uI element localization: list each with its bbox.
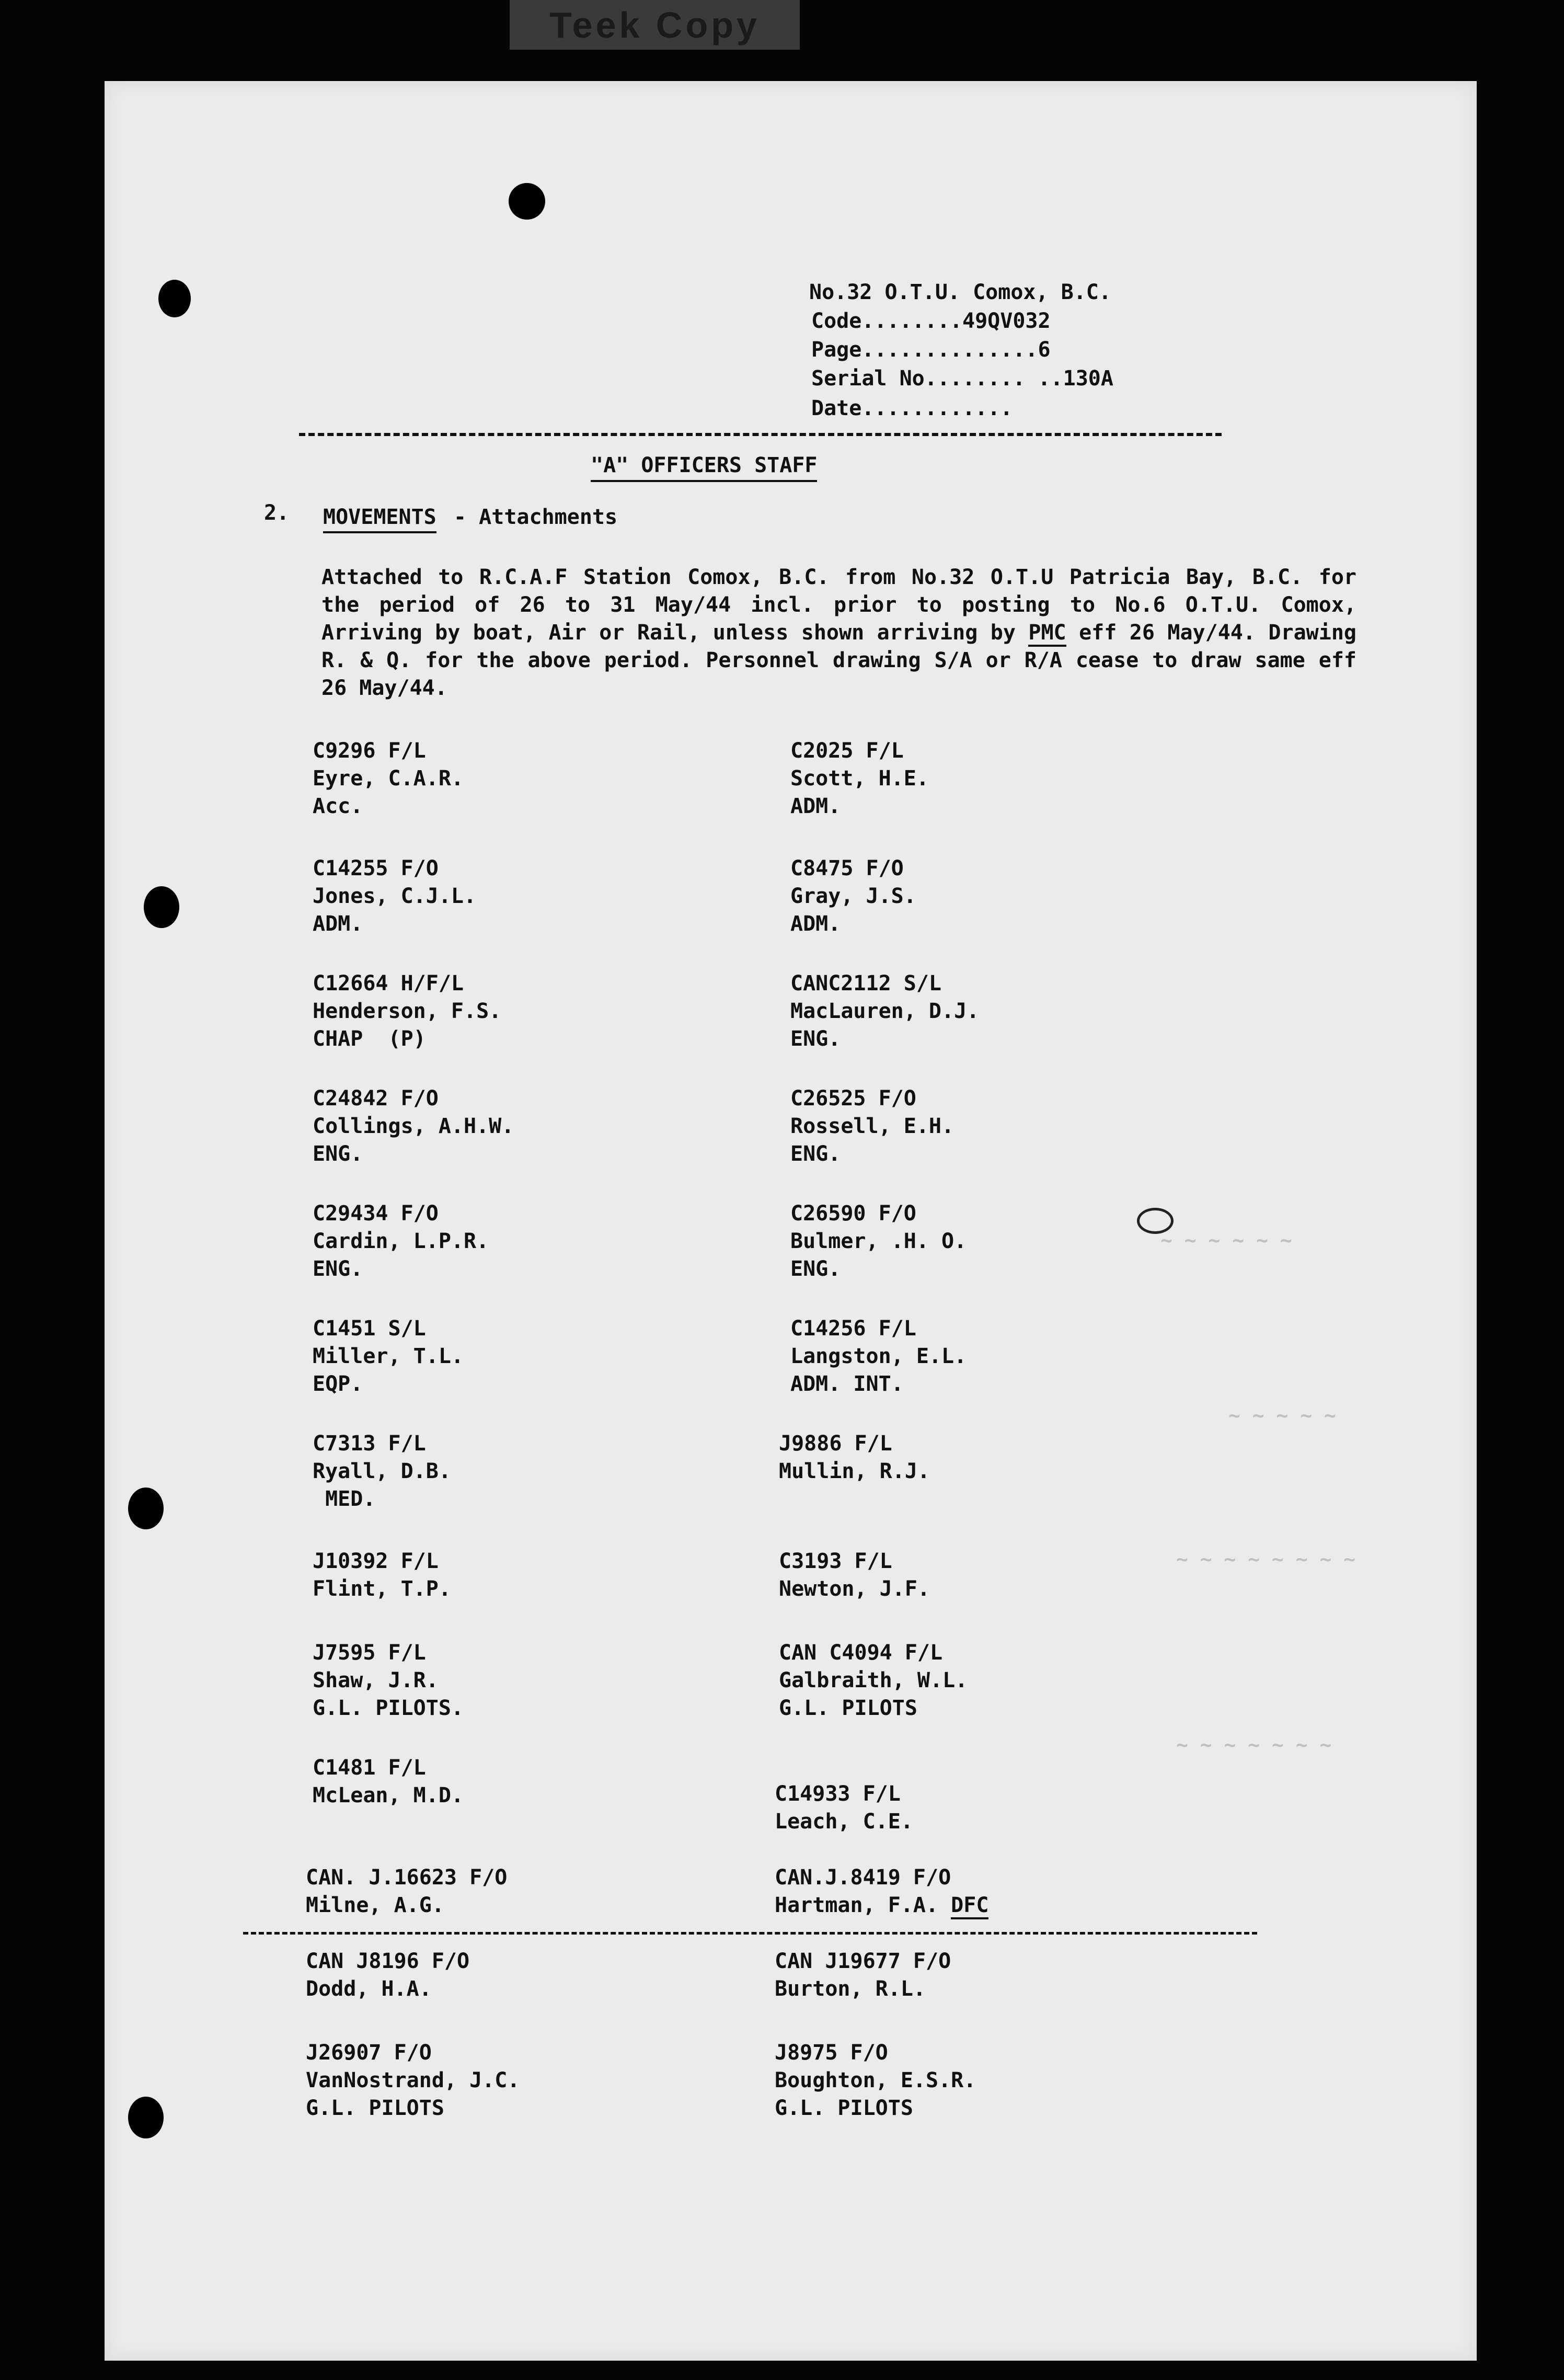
entry-id: J9886 F/L — [779, 1432, 892, 1456]
entry-id: CAN J19677 F/O — [775, 1949, 951, 1973]
entry-id: C8475 F/O — [790, 856, 904, 880]
unit-name: No.32 O.T.U. Comox, B.C. — [809, 280, 1111, 304]
entry-name-line — [775, 1892, 988, 1919]
entry-branch: ENG. — [790, 1142, 841, 1166]
personnel-entry — [313, 737, 464, 820]
list-divider — [243, 1932, 1257, 1935]
entry-branch: MED. — [313, 1487, 376, 1511]
serial-line — [811, 363, 1113, 394]
entry-branch: ENG. — [790, 1257, 841, 1281]
intro-pmc: PMC — [1028, 621, 1066, 647]
entry-branch: ENG. — [313, 1142, 363, 1166]
entry-name: Burton, R.L. — [775, 1977, 926, 2001]
entry-id: C14933 F/L — [775, 1782, 901, 1806]
bleed-through-mark: ~ ~ ~ ~ ~ ~ ~ — [1176, 1733, 1332, 1756]
movements-subheading: - Attachments — [454, 505, 618, 529]
entry-name: Bulmer, .H. O. — [790, 1229, 967, 1253]
entry-id: J10392 F/L — [313, 1549, 439, 1573]
personnel-entry — [313, 1639, 464, 1722]
entry-name: Flint, T.P. — [313, 1577, 451, 1601]
bleed-through-mark: ~ ~ ~ ~ ~ ~ — [1160, 1229, 1292, 1252]
personnel-entry — [790, 1200, 967, 1283]
entry-id: C26590 F/O — [790, 1202, 916, 1226]
serial-label: Serial No........ .. — [811, 367, 1063, 391]
entry-name: Langston, E.L. — [790, 1344, 967, 1368]
entry-name: Galbraith, W.L. — [779, 1668, 968, 1692]
personnel-entry — [313, 1315, 464, 1398]
bleed-through-mark: ~ ~ ~ ~ ~ — [1228, 1404, 1336, 1427]
copy-stamp: Teek Copy — [510, 0, 800, 50]
entry-name: Hartman, F.A. — [775, 1893, 939, 1917]
entry-name: VanNostrand, J.C. — [306, 2068, 520, 2092]
entry-name: Newton, J.F. — [779, 1577, 930, 1601]
page-value: 6 — [1038, 338, 1051, 362]
personnel-entry — [775, 2039, 976, 2122]
entry-id: J26907 F/O — [306, 2041, 432, 2065]
code-label: Code........ — [811, 309, 962, 333]
entry-name: Cardin, L.P.R. — [313, 1229, 489, 1253]
serial-value: 130A — [1063, 367, 1113, 391]
personnel-entry — [779, 1430, 930, 1485]
entry-branch: ADM. — [313, 912, 363, 936]
entry-branch: Acc. — [313, 794, 363, 818]
entry-id: C29434 F/O — [313, 1202, 439, 1226]
entry-name: Shaw, J.R. — [313, 1668, 439, 1692]
code-line — [811, 306, 1051, 336]
section-number: 2. — [264, 501, 290, 525]
entry-name: Eyre, C.A.R. — [313, 766, 464, 791]
intro-paragraph — [321, 564, 1356, 702]
entry-id: CAN J8196 F/O — [306, 1949, 470, 1973]
intro-text-b: eff 26 May/44. Drawing R. & Q. for the above period. Personnel drawing S/A or R/A cease to draw same eff 26 May/44. — [321, 621, 1357, 700]
entry-name: Collings, A.H.W. — [313, 1114, 514, 1138]
punch-hole — [128, 1487, 164, 1529]
date-line: Date............ — [811, 396, 1013, 420]
entry-id: C1451 S/L — [313, 1317, 426, 1341]
entry-name: Dodd, H.A. — [306, 1977, 432, 2001]
personnel-entry — [306, 1864, 507, 1919]
entry-name: Miller, T.L. — [313, 1344, 464, 1368]
personnel-entry — [306, 1948, 469, 2003]
intro-text-a: Attached to R.C.A.F Station Comox, B.C. from No.32 O.T.U Patricia Bay, B.C. for the period of 26 to 31 May/44 incl. prior to posting to No.6 O.T.U. Comox, Arriving by boat, Air or Rail, unless shown arriving by — [321, 565, 1356, 645]
entry-name: Jones, C.J.L. — [313, 884, 477, 908]
bleed-through-mark: ~ ~ ~ ~ ~ ~ ~ ~ — [1176, 1548, 1356, 1571]
entry-id: CAN C4094 F/L — [779, 1641, 943, 1665]
page-label: Page.............. — [811, 338, 1038, 362]
entry-name: Boughton, E.S.R. — [775, 2068, 976, 2092]
entry-name: Ryall, D.B. — [313, 1459, 451, 1483]
personnel-entry — [313, 970, 501, 1053]
entry-decoration: DFC — [951, 1893, 988, 1919]
entry-id: C14256 F/L — [790, 1317, 916, 1341]
personnel-entry — [775, 1780, 913, 1836]
entry-name: MacLauren, D.J. — [790, 999, 980, 1023]
entry-id: CANC2112 S/L — [790, 971, 941, 996]
personnel-entry — [313, 855, 476, 938]
entry-branch: CHAP (P) — [313, 1027, 426, 1051]
personnel-entry — [790, 970, 979, 1053]
entry-id: C7313 F/L — [313, 1432, 426, 1456]
personnel-entry — [790, 1085, 954, 1168]
entry-branch: G.L. PILOTS. — [313, 1696, 464, 1720]
entry-id: C12664 H/F/L — [313, 971, 464, 996]
entry-name: Rossell, E.H. — [790, 1114, 954, 1138]
staff-title: "A" OFFICERS STAFF — [591, 451, 817, 482]
entry-branch: EQP. — [313, 1372, 363, 1396]
punch-hole — [128, 2097, 164, 2138]
entry-branch: ENG. — [790, 1027, 841, 1051]
entry-id: C9296 F/L — [313, 739, 426, 763]
header-divider — [299, 433, 1222, 436]
entry-id: C2025 F/L — [790, 739, 904, 763]
page-line — [811, 335, 1051, 365]
entry-name: Milne, A.G. — [306, 1893, 444, 1917]
entry-id: C24842 F/O — [313, 1086, 439, 1111]
entry-branch: G.L. PILOTS — [306, 2096, 444, 2120]
personnel-entry — [775, 1864, 988, 1919]
punch-hole — [144, 886, 179, 928]
entry-name: Mullin, R.J. — [779, 1459, 930, 1483]
punch-hole — [509, 183, 545, 220]
entry-id: C14255 F/O — [313, 856, 439, 880]
code-value: 49QV032 — [962, 309, 1051, 333]
personnel-entry — [313, 1085, 514, 1168]
entry-name: Henderson, F.S. — [313, 999, 502, 1023]
entry-id: C3193 F/L — [779, 1549, 892, 1573]
entry-name: Scott, H.E. — [790, 766, 929, 791]
entry-id: C1481 F/L — [313, 1756, 426, 1780]
personnel-entry — [313, 1548, 451, 1603]
entry-branch: ENG. — [313, 1257, 363, 1281]
entry-branch: G.L. PILOTS — [775, 2096, 913, 2120]
ink-smudge — [1137, 1208, 1174, 1234]
entry-branch: ADM. INT. — [790, 1372, 904, 1396]
personnel-entry — [790, 1315, 967, 1398]
entry-branch: ADM. — [790, 794, 841, 818]
entry-id: C26525 F/O — [790, 1086, 916, 1111]
personnel-entry — [306, 2039, 520, 2122]
entry-branch: ADM. — [790, 912, 841, 936]
punch-hole — [158, 280, 191, 317]
entry-name: Gray, J.S. — [790, 884, 916, 908]
personnel-entry — [779, 1639, 968, 1722]
entry-id: CAN.J.8419 F/O — [775, 1866, 951, 1890]
entry-id: CAN. J.16623 F/O — [306, 1866, 508, 1890]
personnel-entry — [790, 737, 929, 820]
entry-branch: G.L. PILOTS — [779, 1696, 917, 1720]
personnel-entry — [779, 1548, 930, 1603]
personnel-entry — [313, 1430, 451, 1513]
personnel-entry — [313, 1200, 489, 1283]
personnel-entry — [790, 855, 916, 938]
entry-name: McLean, M.D. — [313, 1783, 464, 1807]
entry-id: J8975 F/O — [775, 2041, 888, 2065]
personnel-entry — [313, 1754, 464, 1810]
entry-name: Leach, C.E. — [775, 1810, 913, 1834]
movements-heading: MOVEMENTS — [323, 503, 436, 533]
personnel-entry — [775, 1948, 951, 2003]
entry-id: J7595 F/L — [313, 1641, 426, 1665]
